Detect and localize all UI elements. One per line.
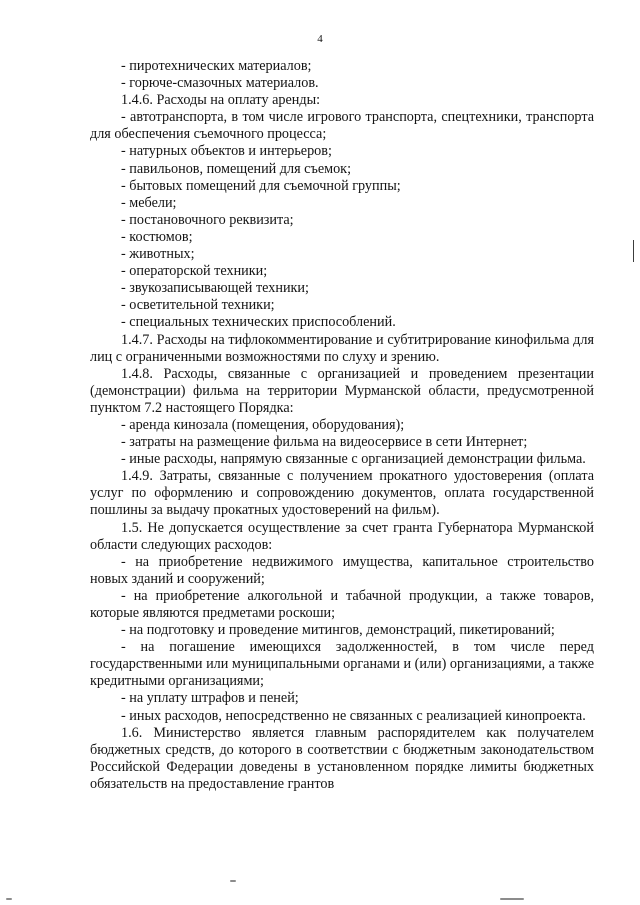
paragraph: - операторской техники; bbox=[121, 263, 268, 280]
paragraph: - натурных объектов и интерьеров; bbox=[121, 143, 332, 160]
section-heading: 1.5. Не допускается осуществление за счет гранта Губернатора Мурманской области следующих расходов: bbox=[90, 519, 594, 553]
paragraph: - на приобретение недвижимого имущества, капитальное строительство новых зданий и сооружений; bbox=[90, 553, 594, 587]
paragraph: - костюмов; bbox=[121, 228, 193, 245]
paragraph: - бытовых помещений для съемочной группы; bbox=[121, 177, 401, 194]
section-heading: 1.4.8. Расходы, связанные с организацией и проведением презентации (демонстрации) фильма на территории Мурманской области, предусмотренной пунктом 7.2 настоящего Порядка: bbox=[90, 365, 594, 416]
paragraph: - горюче-смазочных материалов. bbox=[121, 75, 319, 92]
paragraph: - на приобретение алкогольной и табачной продукции, а также товаров, которые являются предметами роскоши; bbox=[90, 587, 594, 621]
paragraph: - постановочного реквизита; bbox=[121, 211, 294, 228]
paragraph: - пиротехнических материалов; bbox=[121, 58, 312, 74]
scan-edge-mark bbox=[633, 240, 634, 262]
paragraph: - иные расходы, напрямую связанные с организацией демонстрации фильма. bbox=[121, 451, 586, 468]
scan-speck bbox=[230, 880, 236, 882]
scan-speck bbox=[500, 898, 524, 900]
page-number: 4 bbox=[317, 33, 323, 45]
paragraph: - осветительной техники; bbox=[121, 297, 275, 314]
paragraph: - аренда кинозала (помещения, оборудования); bbox=[121, 416, 405, 433]
section-heading: 1.4.9. Затраты, связанные с получением прокатного удостоверения (оплата услуг по оформлению и сопровождению документов, оплата государственной пошлины за выдачу прокатных удостоверений на фильм). bbox=[90, 468, 594, 519]
paragraph: - мебели; bbox=[121, 194, 177, 211]
section-heading: 1.4.7. Расходы на тифлокомментирование и субтитрирование кинофильма для лиц с ограниченными возможностями по слуху и зрению. bbox=[90, 331, 594, 365]
paragraph: - павильонов, помещений для съемок; bbox=[121, 160, 352, 177]
section-heading: 1.4.6. Расходы на оплату аренды: bbox=[121, 92, 321, 109]
paragraph: - иных расходов, непосредственно не связанных с реализацией кинопроекта. bbox=[121, 707, 586, 724]
scan-speck bbox=[6, 898, 12, 900]
paragraph: - специальных технических приспособлений. bbox=[121, 314, 396, 331]
paragraph: - животных; bbox=[121, 246, 195, 263]
paragraph: - затраты на размещение фильма на видеосервисе в сети Интернет; bbox=[121, 434, 528, 451]
paragraph: - звукозаписывающей техники; bbox=[121, 280, 309, 297]
document-body bbox=[90, 58, 594, 793]
paragraph: - на подготовку и проведение митингов, демонстраций, пикетирований; bbox=[121, 622, 555, 639]
section-heading: 1.6. Министерство является главным распорядителем как получателем бюджетных средств, до которого в соответствии с бюджетным законодательством Российской Федерации доведены в установленном порядке лимиты бюджетных обязательств на предоставление грантов bbox=[90, 724, 594, 792]
paragraph: - на уплату штрафов и пеней; bbox=[121, 690, 299, 707]
paragraph: - автотранспорта, в том числе игрового транспорта, спецтехники, транспорта для обеспечения съемочного процесса; bbox=[90, 109, 594, 143]
paragraph: - на погашение имеющихся задолженностей, в том числе перед государственными или муниципальными органами и (или) организациями, а также кредитными организациями; bbox=[90, 639, 594, 690]
